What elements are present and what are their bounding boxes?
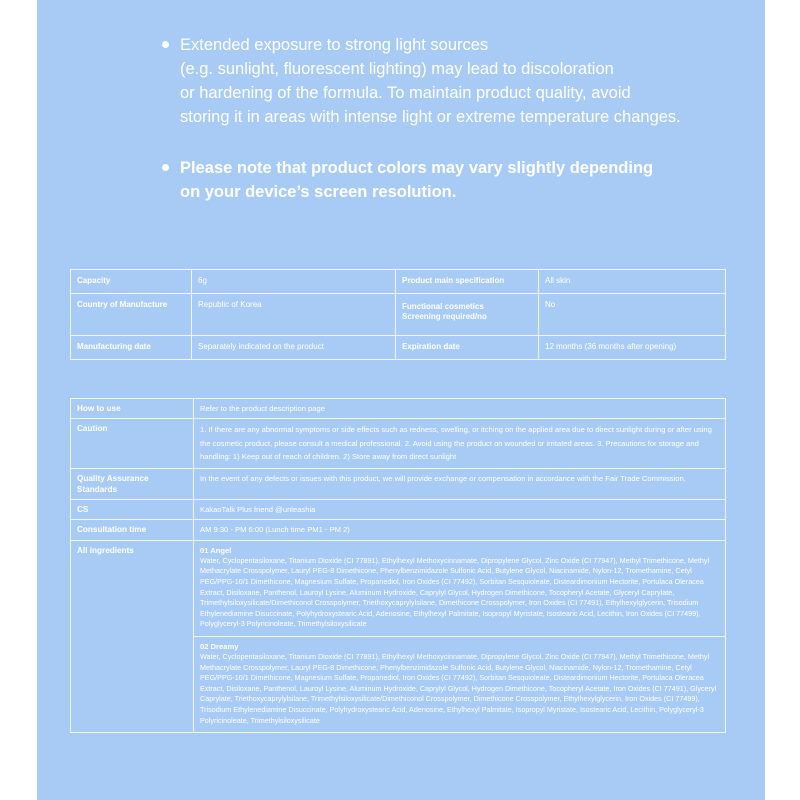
spec-label: Country of Manufacture — [71, 294, 192, 336]
table-row — [71, 540, 726, 733]
notice-item-light-exposure — [162, 33, 742, 129]
info-value: In the event of any defects or issues with this product, we will provide exchange or compensation in accordance with the Fair Trade Commission. — [194, 468, 726, 499]
ingredients-cell — [194, 540, 726, 733]
notice-text: Extended exposure to strong light sources (e.g. sunlight, fluorescent lighting) may lead to discoloration or hardening of the formula. To maintain product quality, avoid storing it in areas with intense light or extreme temperature changes. — [180, 36, 681, 126]
table-row — [71, 399, 726, 419]
bullet-dot-icon — [162, 164, 169, 171]
ingredient-block-dreamy — [194, 636, 725, 732]
table-row — [71, 419, 726, 469]
table-row — [71, 468, 726, 499]
spec-value: All skin — [539, 270, 726, 294]
info-label: CS — [71, 500, 194, 520]
spec-value: Separately indicated on the product — [192, 336, 396, 360]
info-value: AM 9:30 - PM 6:00 (Lunch time PM1 - PM 2) — [194, 520, 726, 540]
spec-label: Expiration date — [396, 336, 539, 360]
ingredient-shade-name: 01 Angel — [200, 545, 232, 555]
spec-label: Product main specification — [396, 270, 539, 294]
spec-value: Republic of Korea — [192, 294, 396, 336]
info-value: 1. If there are any abnormal symptoms or side effects such as redness, swelling, or itching on the applied area due to direct sunlight during or after using the cosmetic product, please consult a medical professional. 2. Avoid using the product on wounded or irritated areas. 3. Precautions for storage and handling: 1) Keep out of reach of children. 2) Store away from direct sunlight — [194, 419, 726, 469]
spec-value: No — [539, 294, 726, 336]
notice-list — [162, 33, 742, 204]
spec-label: Capacity — [71, 270, 192, 294]
spec-value: 6g — [192, 270, 396, 294]
table-row — [71, 520, 726, 540]
spec-value: 12 months (36 months after opening) — [539, 336, 726, 360]
table-row — [71, 336, 726, 360]
info-label: How to use — [71, 399, 194, 419]
spec-label: Manufacturing date — [71, 336, 192, 360]
info-label: Consultation time — [71, 520, 194, 540]
info-label: Caution — [71, 419, 194, 469]
ingredient-shade-name: 02 Dreamy — [200, 641, 239, 651]
product-info-panel — [37, 0, 765, 800]
ingredient-list-text: Water, Cyclopentasiloxane, Titanium Dioxide (CI 77891), Ethylhexyl Methoxycinnamate, Dipropylene Glycol, Zinc Oxide (CI 77947), Methyl Trimethicone, Methyl Methacrylate Crosspolymer, Lauryl PEG-8 Dimethicone, Phenylbenzimidazole Sulfonic Acid, Butylene Glycol, Niacinamide, Nylon-12, Tromethamine, Cetyl PEG/PPG-10/1 Dimethicone, Magnesium Sulfate, Propanediol, Iron Oxides (CI 77492), Sorbitan Sesquioleate, Disteardimonium Hectorite, Portulaca Oleracea Extract, Disiloxane, Panthenol, Lauroyl Lysine, Aluminum Hydroxide, Caprylyl Glycol, Hydrogen Dimethicone, Tocopheryl Acetate, Glyceryl Caprylate, Trimethylsiloxysilicate/Dimethiconol Crosspolymer, Triethoxycaprylylsilane, Dimethicone Crosspolymer, Iron Oxides (CI 77491), Ethylhexylglycerin, Trisodium Ethylenediamine Disuccinate, Polyhydroxystearic Acid, Adenosine, Ethylhexyl Palmitate, Isopropyl Myristate, Isostearic Acid, Lecithin, Iron Oxides (CI 77499), Polyglyceryl-3 Polyricinoleate, Trimethylsiloxysilicate — [200, 555, 710, 629]
table-row — [71, 294, 726, 336]
ingredient-block-angel — [194, 541, 725, 636]
product-info-table — [70, 398, 726, 733]
notice-item-color-variation — [162, 156, 742, 204]
ingredient-list-text: Water, Cyclopentasiloxane, Titanium Dioxide (CI 77891), Ethylhexyl Methoxycinnamate, Dipropylene Glycol, Zinc Oxide (CI 77947), Methyl Trimethicone, Methyl Methacrylate Crosspolymer, Lauryl PEG-8 Dimethicone, Phenylbenzimidazole Sulfonic Acid, Butylene Glycol, Niacinamide, Nylon-12, Tromethamine, Cetyl PEG/PPG-10/1 Dimethicone, Magnesium Sulfate, Propanediol, Iron Oxides (CI 77492), Sorbitan Sesquioleate, Disteardimonium Hectorite, Portulaca Oleracea Extract, Disiloxane, Panthenol, Lauroyl Lysine, Aluminum Hydroxide, Caprylyl Glycol, Hydrogen Dimethicone, Tocopheryl Acetate, Iron Oxides (CI 77491), Glyceryl Caprylate, Triethoxycaprylylsilane, Trimethylsiloxysilicate/Dimethiconol Crosspolymer, Dimethicone Crosspolymer, Ethylhexylglycerin, Iron Oxides (CI 77499), Trisodium Ethylenediamine Disuccinate, Polyhydroxystearic Acid, Adenosine, Ethylhexyl Palmitate, Isopropyl Myristate, Isostearic Acid, Lecithin, Polyglyceryl-3 Polyricinoleate, Trimethylsiloxysilicate — [200, 652, 717, 725]
info-label: All ingredients — [71, 540, 194, 733]
spec-label: Functional cosmetics Screening required/no — [396, 294, 539, 336]
bullet-dot-icon — [162, 41, 169, 48]
info-label: Quality Assurance Standards — [71, 468, 194, 499]
info-value: KakaoTalk Plus friend @unleashia — [194, 500, 726, 520]
table-row — [71, 270, 726, 294]
info-value: Refer to the product description page — [194, 399, 726, 419]
table-row — [71, 500, 726, 520]
notice-text: Please note that product colors may vary slightly depending on your device’s screen resolution. — [180, 159, 654, 201]
product-spec-table — [70, 269, 726, 360]
